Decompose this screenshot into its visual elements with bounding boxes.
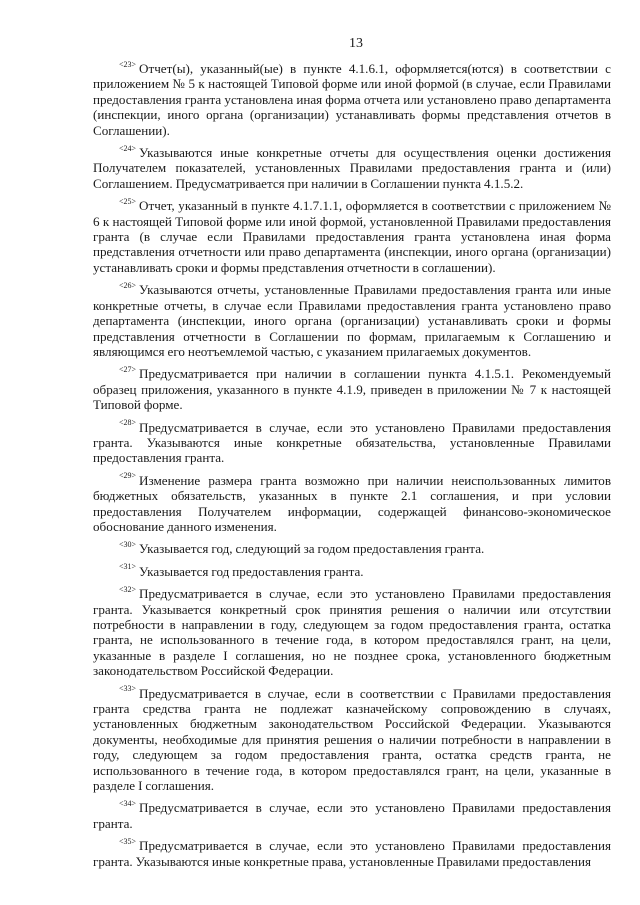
footnote-text: Предусматривается в случае, если это установлено Правилами предоставления гранта. Указывается конкретный срок принятия решения о наличии или отсутствии потребности в направлении в году, следующем за годом предоставления гранта, остатка гранта, не использованного в течение года, в котором предоставлялся грант, на цели, указанные в разделе I соглашения, но не позднее срока, установленного бюджетным законодательством Российской Федерации.: [93, 586, 611, 679]
footnote-30: [93, 541, 611, 556]
footnote-marker: <28>: [119, 418, 137, 428]
footnote-marker: <32>: [119, 584, 137, 594]
footnote-marker: <33>: [119, 684, 137, 694]
footnote-29: [93, 473, 611, 535]
footnote-text: Указываются отчеты, установленные Правилами предоставления гранта или иные конкретные отчеты, в случае если Правилами предоставления гранта установлено право департамента (инспекции, иного органа (организации) устанавливать сроки и формы представления отчетности в Соглашении по формам, прилагаемым к Соглашению и являющимся его неотъемлемой частью, с указанием прилагаемых документов.: [93, 282, 611, 359]
footnote-text: Указываются иные конкретные отчеты для осуществления оценки достижения Получателем показателей, установленных Правилами предоставления гранта и (или) Соглашением. Предусматривается при наличии в Соглашении пункта 4.1.5.2.: [93, 145, 611, 191]
page-number: 13: [349, 36, 363, 51]
footnote-text: Отчет(ы), указанный(ые) в пункте 4.1.6.1, оформляется(ются) в соответствии с приложением № 5 к настоящей Типовой форме или иной формой (в случае, если Правилами предоставления гранта установлена иная форма отчета или установлено право департамента (инспекции, иного органа (организации) устанавливать формы представления отчетов в Соглашении).: [93, 61, 611, 138]
footnote-marker: <24>: [119, 143, 137, 153]
footnote-23: [93, 61, 611, 138]
footnote-26: [93, 282, 611, 359]
footnote-32: [93, 586, 611, 678]
footnote-text: Изменение размера гранта возможно при наличии неиспользованных лимитов бюджетных обязательств, указанных в пункте 2.1 соглашения, и при условии предоставления Получателем информации, содержащей финансово-экономическое обоснование данного изменения.: [93, 472, 611, 534]
footnote-text: Предусматривается в случае, если это установлено Правилами предоставления гранта.: [93, 800, 611, 831]
footnote-35: [93, 838, 611, 869]
footnote-27: [93, 366, 611, 412]
footnote-marker: <31>: [119, 562, 137, 572]
footnote-31: [93, 564, 611, 579]
footnote-text: Предусматривается в случае, если это установлено Правилами предоставления гранта. Указываются иные конкретные права, установленные Правилами предоставления: [93, 838, 611, 869]
footnote-marker: <35>: [119, 836, 137, 846]
footnote-marker: <25>: [119, 196, 137, 206]
footnote-33: [93, 686, 611, 794]
footnote-text: Предусматривается в случае, если это установлено Правилами предоставления гранта. Указываются иные конкретные обязательства, установленные Правилами предоставления гранта.: [93, 419, 611, 466]
footnote-marker: <29>: [119, 471, 137, 481]
footnote-text: Предусматривается при наличии в соглашении пункта 4.1.5.1. Рекомендуемый образец приложения, указанного в пункте 4.1.9, приведен в приложении № 7 к настоящей Типовой форме.: [93, 366, 611, 413]
footnote-marker: <26>: [119, 280, 137, 290]
footnote-marker: <30>: [119, 540, 137, 550]
footnote-28: [93, 420, 611, 466]
footnote-text: Указывается год, следующий за годом предоставления гранта.: [139, 541, 485, 557]
footnote-25: [93, 198, 611, 275]
footnote-text: Отчет, указанный в пункте 4.1.7.1.1, оформляется в соответствии с приложением № 6 к настоящей Типовой форме или иной формой, установленной Правилами предоставления гранта (в случае если Правилами предоставления гранта установлена иная форма представления отчетности или право департамента (инспекции, иного органа (организации) устанавливать сроки и формы представления отчетности в соглашении).: [93, 198, 611, 275]
document-page: [93, 36, 611, 876]
footnote-text: Указывается год предоставления гранта.: [139, 563, 364, 579]
footnote-marker: <27>: [119, 364, 137, 374]
footnote-text: Предусматривается в случае, если в соответствии с Правилами предоставления гранта средства гранта не подлежат казначейскому сопровождению в случаях, установленных бюджетным законодательством Российской Федерации. Указываются документы, необходимые для принятия решения о наличии потребности в направлении в году, следующем за годом предоставления гранта, остатка средств гранта, не использованного в течение года, в котором предоставлялся грант, на цели, указанные в разделе I соглашения.: [93, 685, 611, 794]
footnote-marker: <23>: [119, 59, 137, 69]
footnote-34: [93, 800, 611, 831]
footnote-marker: <34>: [119, 799, 137, 809]
footnote-24: [93, 145, 611, 191]
